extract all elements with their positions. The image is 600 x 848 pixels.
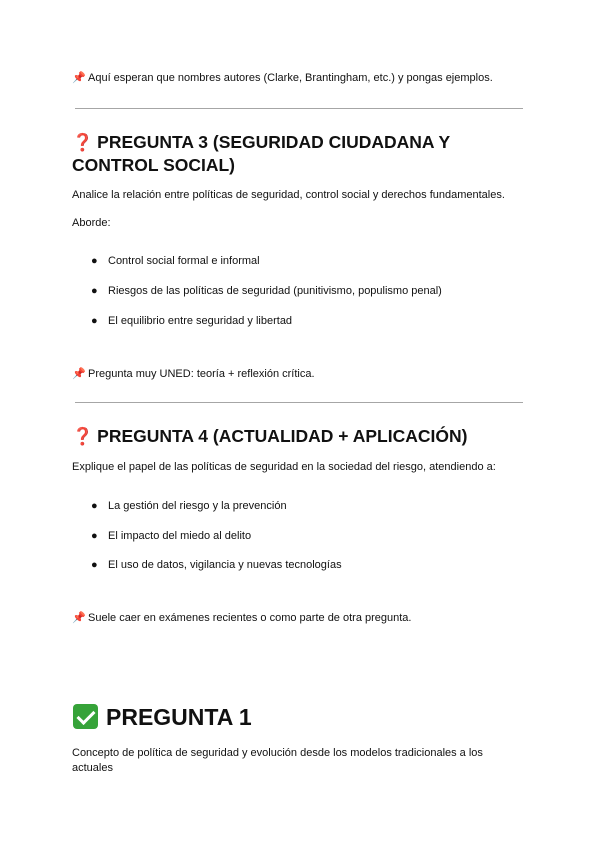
bullet-icon: ● <box>91 559 98 571</box>
divider-2 <box>75 402 523 403</box>
note-authors-text: Aquí esperan que nombres autores (Clarke, Brantingham, etc.) y pongas ejemplos. <box>88 72 493 84</box>
divider-1 <box>75 108 523 109</box>
note-authors <box>72 71 493 85</box>
q4-note-text: Suele caer en exámenes recientes o como parte de otra pregunta. <box>88 612 412 624</box>
heading-pregunta-1-text: PREGUNTA 1 <box>106 704 252 730</box>
p1-text: Concepto de política de seguridad y evolución desde los modelos tradicionales a los actuales <box>72 747 483 774</box>
bullet-icon: ● <box>91 530 98 542</box>
q4-bullet-3-text: El uso de datos, vigilancia y nuevas tecnologías <box>108 559 342 571</box>
q3-bullet-2 <box>91 284 442 298</box>
pin-icon: 📌 <box>72 612 86 624</box>
q3-intro: Analice la relación entre políticas de seguridad, control social y derechos fundamentales. <box>72 189 505 201</box>
heading-pregunta-3-line1: PREGUNTA 3 (SEGURIDAD CIUDADANA Y <box>97 132 451 152</box>
heading-pregunta-4-text: PREGUNTA 4 (ACTUALIDAD + APLICACIÓN) <box>97 426 468 446</box>
bullet-icon: ● <box>91 285 98 297</box>
q4-bullet-2-text: El impacto del miedo al delito <box>108 530 252 542</box>
bullet-icon: ● <box>91 500 98 512</box>
q3-bullet-2-text: Riesgos de las políticas de seguridad (punitivismo, populismo penal) <box>108 285 442 297</box>
bullet-icon: ● <box>91 315 98 327</box>
q3-bullet-3-text: El equilibrio entre seguridad y libertad <box>108 315 293 327</box>
q4-bullet-3 <box>91 558 342 572</box>
q3-bullet-1-text: Control social formal e informal <box>108 255 260 267</box>
q3-aborde: Aborde: <box>72 217 111 229</box>
q3-note-text: Pregunta muy UNED: teoría + reflexión crítica. <box>88 368 315 380</box>
heading-pregunta-4 <box>72 425 467 448</box>
q3-note <box>72 367 315 381</box>
bullet-icon: ● <box>91 255 98 267</box>
pin-icon: 📌 <box>72 72 86 84</box>
question-mark-icon: ❓ <box>72 427 94 446</box>
q3-bullet-3 <box>91 314 293 328</box>
heading-pregunta-3-line2: CONTROL SOCIAL) <box>72 155 236 175</box>
q4-intro: Explique el papel de las políticas de seguridad en la sociedad del riesgo, atendiendo a: <box>72 461 496 473</box>
q4-bullet-1-text: La gestión del riesgo y la prevención <box>108 500 287 512</box>
pin-icon: 📌 <box>72 368 86 380</box>
question-mark-icon: ❓ <box>72 133 94 152</box>
q3-bullet-1 <box>91 254 260 268</box>
q4-bullet-1 <box>91 499 287 513</box>
heading-pregunta-3 <box>72 131 532 177</box>
q4-note <box>72 611 411 625</box>
check-mark-icon <box>73 704 98 729</box>
q4-bullet-2 <box>91 529 252 543</box>
heading-pregunta-1 <box>73 703 252 731</box>
